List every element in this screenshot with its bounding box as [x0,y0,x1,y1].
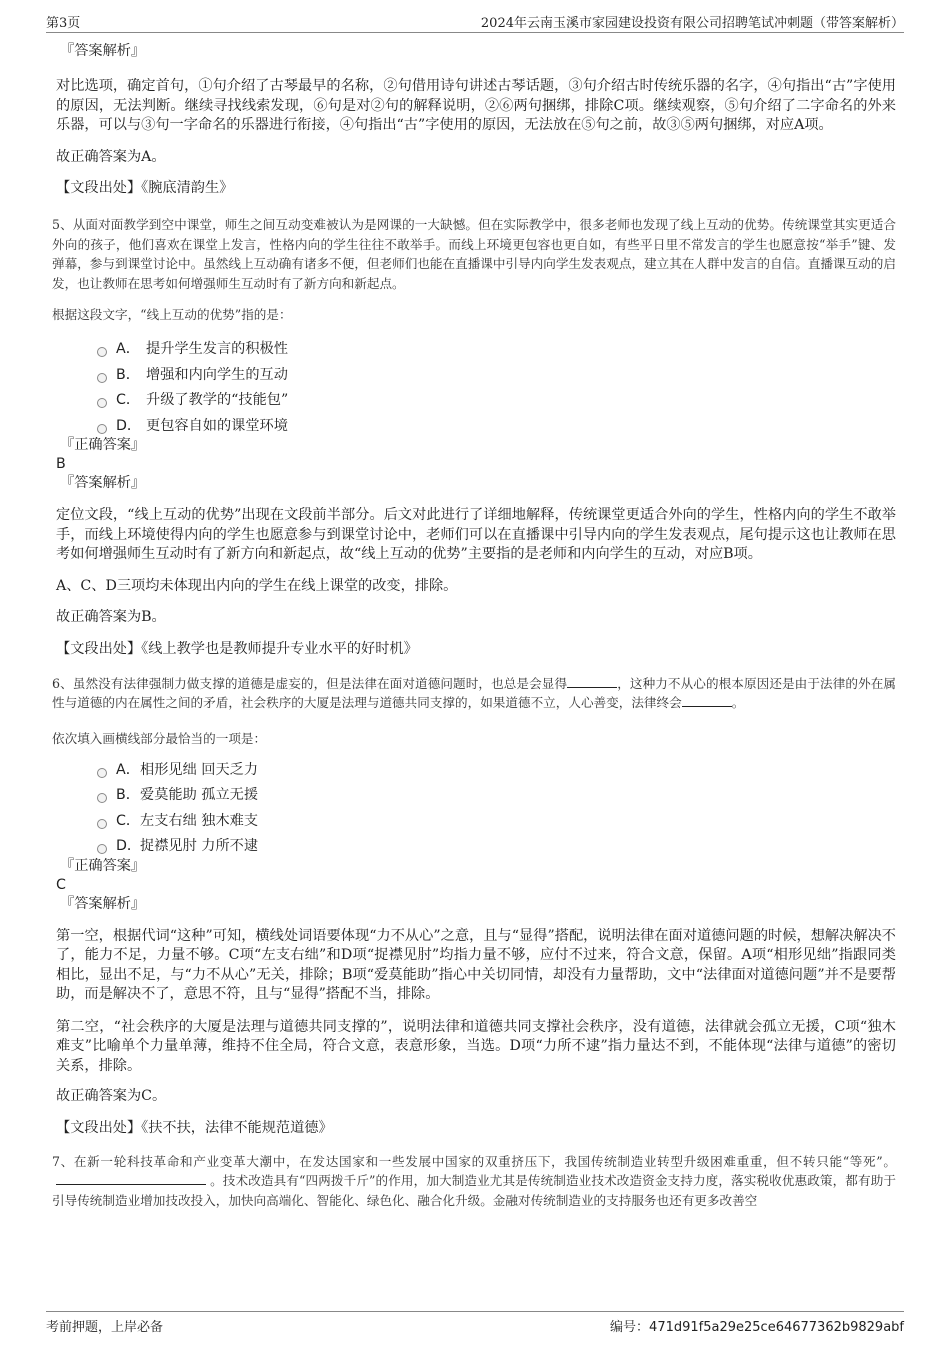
q6-stem: 6、虽然没有法律强制力做支撑的道德是虚妄的，但是法律在面对道德问题时，也总是会显得 ，这种力不从心的根本原因还是由于法律的外在属性与道德的内在属性之间的矛盾，社会秩序的大厦是法理与道德共同支撑的，如果道德不立，人心善变，法律终会 。 [52,675,897,710]
page-content [52,42,897,1210]
source-label: 【文段出处】 [56,180,142,196]
q4-source [56,179,896,198]
q6-analysis-2: 第二空，“社会秩序的大厦是法理与道德共同支撑的”，说明法律和道德共同支撑社会秩序，没有道德，法律就会孤立无援，C项“独木难支”比喻单个力量单薄，维持不住全局，符合文意，表意形象，当选。D项“力所不逮”指力量达不到，不能体现“法律与道德”的密切关系，排除。 [56,1018,896,1074]
q5-analysis-1: 定位文段，“线上互动的优势”出现在文段前半部分。后文对此进行了详细地解释，传统课堂更适合外向的学生，性格内向的学生不敢举手，而线上环境使得内向的学生也愿意参与到课堂讨论中，老师们可以在直播课中引导内向的学生发表观点，尾句提示这也让教师在思考如何增强师生互动时有了新方向和新起点，故“线上互动的优势”主要指的是老师和内向学生的互动，对应B项。 [56,507,896,562]
document-title: 2024年云南玉溪市家园建设投资有限公司招聘笔试冲刺题（带答案解析） [480,16,904,31]
q5-options [56,340,896,442]
footer-code: 编号：471d91f5a29e25ce64677362b9829abf [610,1320,904,1335]
q6-source [56,1119,896,1138]
radio-icon[interactable] [97,373,107,383]
page-footer [46,1311,904,1336]
q6-instruction: 依次填入画横线部分最恰当的一项是： [52,730,267,746]
q5-analysis-2: A、C、D三项均未体现出内向的学生在线上课堂的改变，排除。 [56,577,458,594]
option-c[interactable]: C． 升级了教学的“技能包” [56,391,896,417]
source-title: 《腕底清韵生》 [141,180,234,196]
q5-source [56,640,896,659]
radio-icon[interactable] [97,347,107,357]
source-label: 【文段出处】 [56,640,142,657]
radio-icon[interactable] [97,398,107,408]
radio-icon[interactable] [97,819,107,829]
page-header [46,8,904,33]
correct-answer-label: 『正确答案』 [60,437,146,453]
q5-stem: 5、从面对面教学到空中课堂，师生之间互动变难被认为是网课的一大缺憾。但在实际教学中，很多老师也发现了线上互动的优势。传统课堂其实更适合外向的孩子，他们喜欢在课堂上发言，性格内向的学生往往不敢举手。而线上环境更包容也更自如，有些平日里不常发言的学生也愿意按“举手”键、发弹幕，参与到课堂讨论中。虽然线上互动确有诸多不便，但老师们也能在直播课中引导内向学生发表观点，建立其在人群中发言的自信。直播课互动的启发，也让教师在思考如何增强师生互动时有了新方向和新起点。 [52,217,896,291]
q4-analysis: 对比选项，确定首句，①句介绍了古琴最早的名称，②句借用诗句讲述古琴话题，③句介绍古时传统乐器的名字，④句指出“古”字使用的原因，无法判断。继续寻找线索发现，⑥句是对②句的解释说明，②⑥两句捆绑，排除C项。继续观察，⑤句介绍了二字命名的外来乐器，可以与③句一字命名的乐器进行衔接，④句指出“古”字使用的原因，无法放在⑤句之前，故③⑤两句捆绑，对应A项。 [56,78,896,133]
q4-conclusion: 故正确答案为A。 [56,148,166,165]
analysis-label: 『答案解析』 [60,895,146,912]
option-a[interactable]: A． 相形见绌 回天乏力 [56,761,896,787]
q6-conclusion: 故正确答案为C。 [56,1088,167,1104]
footer-slogan: 考前押题，上岸必备 [46,1320,164,1335]
q7-stem: 7、在新一轮科技革命和产业变革大潮中，在发达国家和一些发展中国家的双重挤压下，我国传统制造业转型升级困难重重，但不转只能“等死”。。技术改造具有“四两拨千斤”的作用，加大制造业尤其是传统制造业技术改造资金支持力度，落实税收优惠政策，都有助于引导传统制造业增加技改投入，加快向高端化、智能化、绿色化、融合化升级。金融对传统制造业的支持服务也还有更多改善空 [52,1153,896,1208]
radio-icon[interactable] [97,424,107,434]
q5-answer: B [56,456,66,472]
radio-icon[interactable] [97,793,107,803]
option-d[interactable]: D． 捉襟见肘 力所不逮 [56,837,896,863]
option-a[interactable]: A． 提升学生发言的积极性 [56,340,896,366]
q6-options [56,761,896,863]
blank-1 [56,1172,206,1185]
q5-conclusion: 故正确答案为B。 [56,609,166,625]
source-label: 【文段出处】 [56,1119,142,1136]
correct-answer-label: 『正确答案』 [60,857,146,874]
radio-icon[interactable] [97,768,107,778]
q5-instruction: 根据这段文字，“线上互动的优势”指的是： [52,307,292,322]
option-c[interactable]: C． 左支右绌 独木难支 [56,812,896,838]
q6-answer: C [56,876,66,893]
radio-icon[interactable] [97,844,107,854]
analysis-label: 『答案解析』 [60,475,146,491]
source-title: 《扶不扶，法律不能规范道德》 [141,1119,333,1136]
option-d[interactable]: D． 更包容自如的课堂环境 [56,417,896,443]
source-title: 《线上教学也是教师提升专业水平的好时机》 [141,640,418,657]
blank-2 [682,694,732,707]
option-b[interactable]: B． 爱莫能助 孤立无援 [56,786,896,812]
q6-analysis-1: 第一空，根据代词“这种”可知，横线处词语要体现“力不从心”之意，且与“显得”搭配，说明法律在面对道德问题的时候，想解决解决不了，能力不足，力量不够。C项“左支右绌”和D项“捉襟见肘”均指力量不够，应付不过来，符合文意，保留。A项“相形见绌”指跟同类相比，显出不足，与“力不从心”无关，排除；B项“爱莫能助”指心中关切同情，却没有力量帮助，文中“法律面对道德问题”并不是要帮助，而是解决不了，意思不符，且与“显得”搭配不当，排除。 [56,927,896,1002]
blank-1 [567,675,617,688]
option-b[interactable]: B． 增强和内向学生的互动 [56,366,896,392]
analysis-label: 『答案解析』 [60,43,146,59]
page-number: 第3页 [46,16,81,31]
